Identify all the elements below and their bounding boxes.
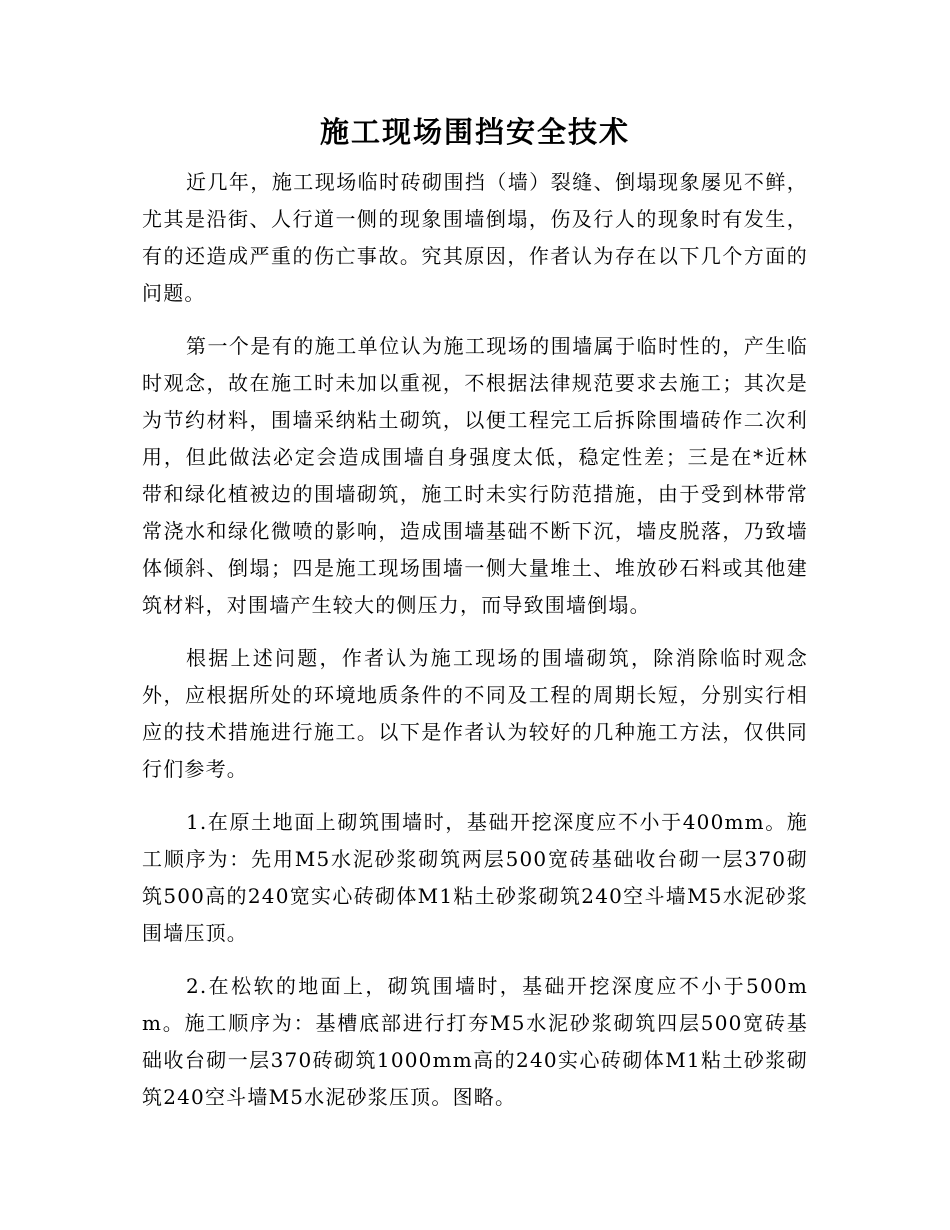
paragraph-method-2: 2.在松软的地面上，砌筑围墙时，基础开挖深度应不小于500mm。施工顺序为：基槽底部进行打夯M5水泥砂浆砌筑四层500宽砖基础收台砌一层370砖砌筑1000mm高的240实心砖砌体M1粘土砂浆砌筑240空斗墙M5水泥砂浆压顶。图略。 xyxy=(142,974,808,1109)
document-title: 施工现场围挡安全技术 xyxy=(319,115,630,149)
paragraph-problems: 第一个是有的施工单位认为施工现场的围墙属于临时性的，产生临时观念，故在施工时未加以重视，不根据法律规范要求去施工；其次是为节约材料，围墙采纳粘土砌筑，以便工程完工后拆除围墙砖作二次利用，但此做法必定会造成围墙自身强度太低，稳定性差；三是在*近林带和绿化植被边的围墙砌筑，施工时未实行防范措施，由于受到林带常常浇水和绿化微喷的影响，造成围墙基础不断下沉，墙皮脱落，乃致墙体倾斜、倒塌；四是施工现场围墙一侧大量堆土、堆放砂石料或其他建筑材料，对围墙产生较大的侧压力，而导致围墙倒塌。 xyxy=(142,334,808,617)
paragraph-measures: 根据上述问题，作者认为施工现场的围墙砌筑，除消除临时观念外，应根据所处的环境地质条件的不同及工程的周期长短，分别实行相应的技术措施进行施工。以下是作者认为较好的几种施工方法，仅供同行们参考。 xyxy=(142,646,808,781)
document-body xyxy=(142,164,808,1132)
paragraph-method-1: 1.在原土地面上砌筑围墙时，基础开挖深度应不小于400mm。施工顺序为：先用M5水泥砂浆砌筑两层500宽砖基础收台砌一层370砌筑500高的240宽实心砖砌体M1粘土砂浆砌筑240空斗墙M5水泥砂浆围墙压顶。 xyxy=(142,810,808,945)
paragraph-intro: 近几年，施工现场临时砖砌围挡（墙）裂缝、倒塌现象屡见不鲜，尤其是沿街、人行道一侧的现象围墙倒塌，伤及行人的现象时有发生，有的还造成严重的伤亡事故。究其原因，作者认为存在以下几个方面的问题。 xyxy=(142,170,808,305)
